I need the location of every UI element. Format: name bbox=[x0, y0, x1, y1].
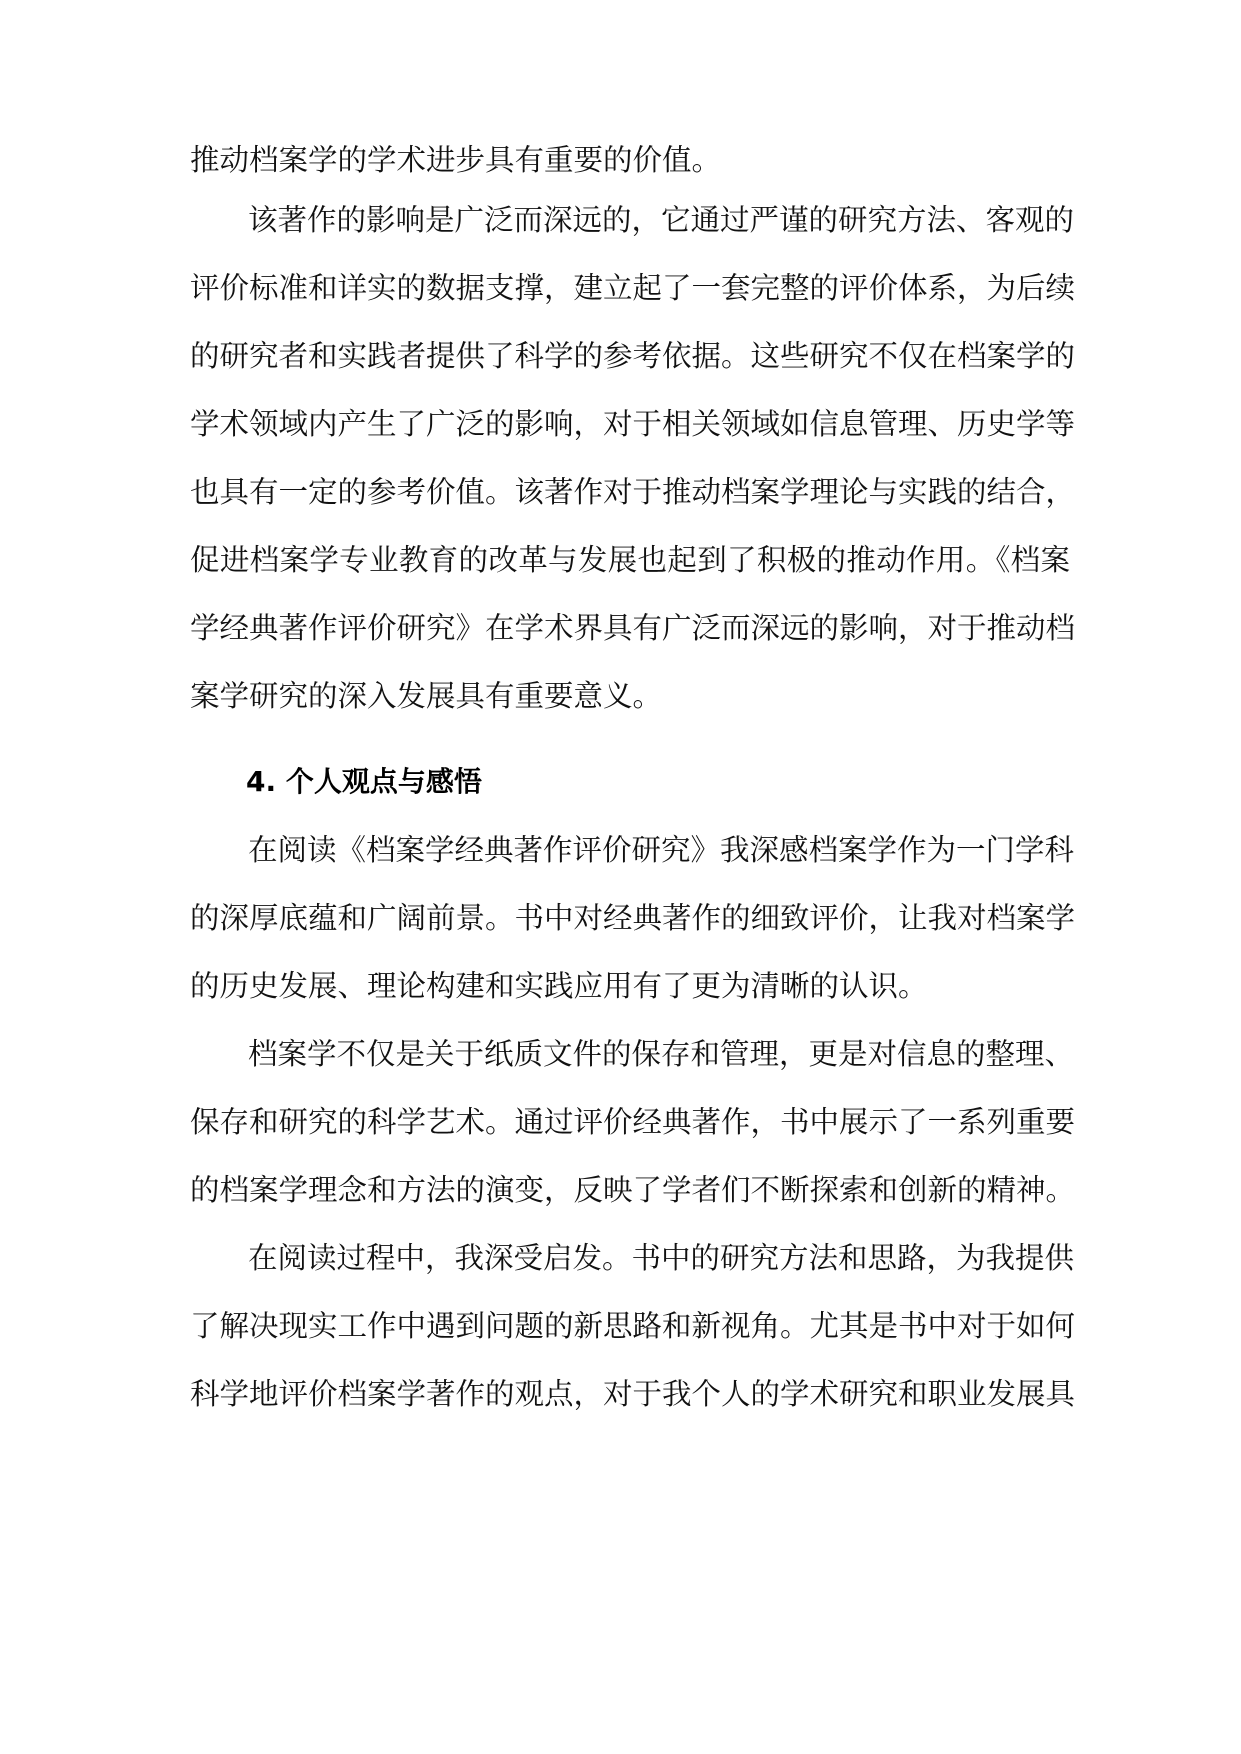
paragraph-line: 的深厚底蕴和广阔前景。书中对经典著作的细致评价，让我对档案学 bbox=[190, 901, 1076, 935]
paragraph-line: 促进档案学专业教育的改革与发展也起到了积极的推动作用。《档案 bbox=[190, 543, 1070, 577]
paragraph-line: 案学研究的深入发展具有重要意义。 bbox=[190, 679, 663, 713]
paragraph-line: 了解决现实工作中遇到问题的新思路和新视角。尤其是书中对于如何 bbox=[190, 1309, 1076, 1343]
paragraph-line: 该著作的影响是广泛而深远的，它通过严谨的研究方法、客观的 bbox=[248, 203, 1075, 237]
paragraph-line: 的研究者和实践者提供了科学的参考依据。这些研究不仅在档案学的 bbox=[190, 339, 1076, 373]
paragraph-line: 保存和研究的科学艺术。通过评价经典著作，书中展示了一系列重要 bbox=[190, 1105, 1076, 1139]
paragraph-line: 在阅读《档案学经典著作评价研究》我深感档案学作为一门学科 bbox=[248, 833, 1075, 867]
paragraph-line: 在阅读过程中，我深受启发。书中的研究方法和思路，为我提供 bbox=[248, 1241, 1075, 1275]
paragraph-line: 档案学不仅是关于纸质文件的保存和管理，更是对信息的整理、 bbox=[248, 1037, 1075, 1071]
section-heading: 4. 个人观点与感悟 bbox=[246, 765, 482, 798]
paragraph-line: 推动档案学的学术进步具有重要的价值。 bbox=[190, 143, 722, 177]
paragraph-line: 学术领域内产生了广泛的影响，对于相关领域如信息管理、历史学等 bbox=[190, 407, 1076, 441]
paragraph-line: 科学地评价档案学著作的观点，对于我个人的学术研究和职业发展具 bbox=[190, 1377, 1076, 1411]
paragraph-line: 也具有一定的参考价值。该著作对于推动档案学理论与实践的结合， bbox=[190, 475, 1076, 509]
paragraph-line: 学经典著作评价研究》在学术界具有广泛而深远的影响，对于推动档 bbox=[190, 611, 1076, 645]
paragraph-line: 的档案学理念和方法的演变，反映了学者们不断探索和创新的精神。 bbox=[190, 1173, 1076, 1207]
paragraph-line: 的历史发展、理论构建和实践应用有了更为清晰的认识。 bbox=[190, 969, 928, 1003]
paragraph-line: 评价标准和详实的数据支撑，建立起了一套完整的评价体系，为后续 bbox=[190, 271, 1076, 305]
